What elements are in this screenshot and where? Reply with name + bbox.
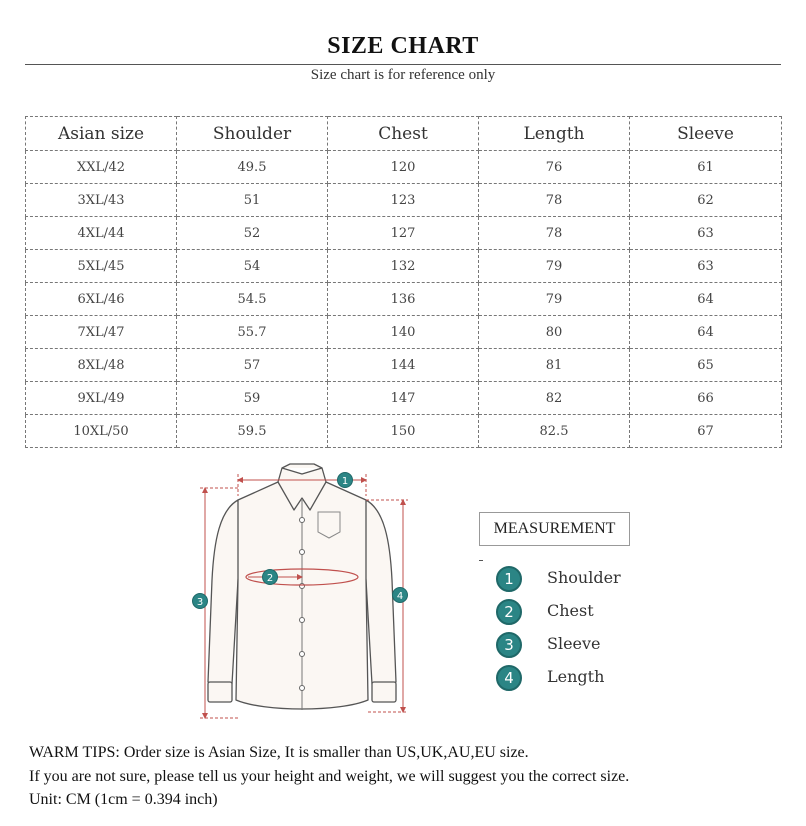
legend-item-shoulder (496, 566, 656, 592)
cell-length: 78 (479, 184, 630, 217)
cell-length: 79 (479, 283, 630, 316)
cell-sleeve: 67 (630, 415, 782, 448)
cell-length: 82 (479, 382, 630, 415)
warm-tips-unit-note: Unit: CM (1cm = 0.394 inch) (29, 791, 218, 808)
shirt-diagram (190, 460, 415, 725)
cell-asian-size: 7XL/47 (26, 316, 177, 349)
cell-asian-size: 10XL/50 (26, 415, 177, 448)
marker-length-number: 4 (396, 591, 404, 602)
cell-shoulder: 54.5 (177, 283, 328, 316)
cell-sleeve: 63 (630, 217, 782, 250)
table-row (26, 415, 782, 448)
cell-sleeve: 62 (630, 184, 782, 217)
table-row (26, 283, 782, 316)
decorative-dash (479, 560, 483, 561)
cell-chest: 136 (328, 283, 479, 316)
cell-length: 81 (479, 349, 630, 382)
cell-chest: 132 (328, 250, 479, 283)
cell-shoulder: 59.5 (177, 415, 328, 448)
cell-shoulder: 57 (177, 349, 328, 382)
table-row (26, 217, 782, 250)
cell-shoulder: 51 (177, 184, 328, 217)
warm-tips-line-1: WARM TIPS: Order size is Asian Size, It is smaller than US,UK,AU,EU size. (29, 744, 529, 761)
legend-label-chest: Chest (547, 601, 594, 620)
cell-asian-size: 3XL/43 (26, 184, 177, 217)
cell-asian-size: 6XL/46 (26, 283, 177, 316)
cell-length: 78 (479, 217, 630, 250)
cell-asian-size: 9XL/49 (26, 382, 177, 415)
marker-shoulder-badge (338, 473, 353, 488)
table-row (26, 349, 782, 382)
cell-chest: 147 (328, 382, 479, 415)
table-row (26, 184, 782, 217)
legend-item-chest (496, 599, 656, 625)
page-subtitle: Size chart is for reference only (310, 67, 496, 83)
cell-chest: 123 (328, 184, 479, 217)
cell-shoulder: 49.5 (177, 151, 328, 184)
title-divider (25, 64, 781, 65)
page-title: SIZE CHART (327, 33, 479, 59)
cell-chest: 127 (328, 217, 479, 250)
cell-length: 79 (479, 250, 630, 283)
legend-badge-1: 1 (496, 566, 522, 592)
cell-shoulder: 54 (177, 250, 328, 283)
cell-chest: 144 (328, 349, 479, 382)
cell-length: 76 (479, 151, 630, 184)
cell-sleeve: 65 (630, 349, 782, 382)
table-header-row (26, 117, 782, 151)
cell-asian-size: XXL/42 (26, 151, 177, 184)
legend-label-shoulder: Shoulder (547, 568, 621, 587)
legend-badge-3: 3 (496, 632, 522, 658)
cell-asian-size: 5XL/45 (26, 250, 177, 283)
legend-item-sleeve (496, 632, 656, 658)
marker-length-badge (393, 588, 408, 603)
size-chart-table (25, 116, 782, 448)
cell-shoulder: 52 (177, 217, 328, 250)
column-header-asian-size: Asian size (26, 117, 177, 151)
table-row (26, 316, 782, 349)
legend-badge-4: 4 (496, 665, 522, 691)
cell-chest: 140 (328, 316, 479, 349)
shirt-illustration (190, 460, 415, 725)
legend-label-length: Length (547, 667, 605, 686)
table-row (26, 250, 782, 283)
marker-chest-badge (263, 570, 278, 585)
cell-sleeve: 66 (630, 382, 782, 415)
marker-sleeve-number: 3 (196, 597, 204, 608)
cell-chest: 150 (328, 415, 479, 448)
cell-shoulder: 59 (177, 382, 328, 415)
cell-sleeve: 64 (630, 316, 782, 349)
marker-chest-number: 2 (266, 573, 274, 584)
table-body (26, 151, 782, 448)
legend-label-sleeve: Sleeve (547, 634, 601, 653)
cell-length: 82.5 (479, 415, 630, 448)
cell-asian-size: 4XL/44 (26, 217, 177, 250)
cell-sleeve: 63 (630, 250, 782, 283)
legend-item-length (496, 665, 656, 691)
measurement-heading: MEASUREMENT (479, 512, 630, 546)
column-header-chest: Chest (328, 117, 479, 151)
cell-asian-size: 8XL/48 (26, 349, 177, 382)
cell-sleeve: 64 (630, 283, 782, 316)
marker-sleeve-badge (193, 594, 208, 609)
cell-length: 80 (479, 316, 630, 349)
legend-badge-2: 2 (496, 599, 522, 625)
column-header-length: Length (479, 117, 630, 151)
table-row (26, 382, 782, 415)
cell-shoulder: 55.7 (177, 316, 328, 349)
warm-tips-line-2: If you are not sure, please tell us your height and weight, we will suggest you the correct size. (29, 768, 630, 785)
marker-shoulder-number: 1 (341, 476, 349, 487)
table-row (26, 151, 782, 184)
column-header-shoulder: Shoulder (177, 117, 328, 151)
column-header-sleeve: Sleeve (630, 117, 782, 151)
cell-sleeve: 61 (630, 151, 782, 184)
cell-chest: 120 (328, 151, 479, 184)
